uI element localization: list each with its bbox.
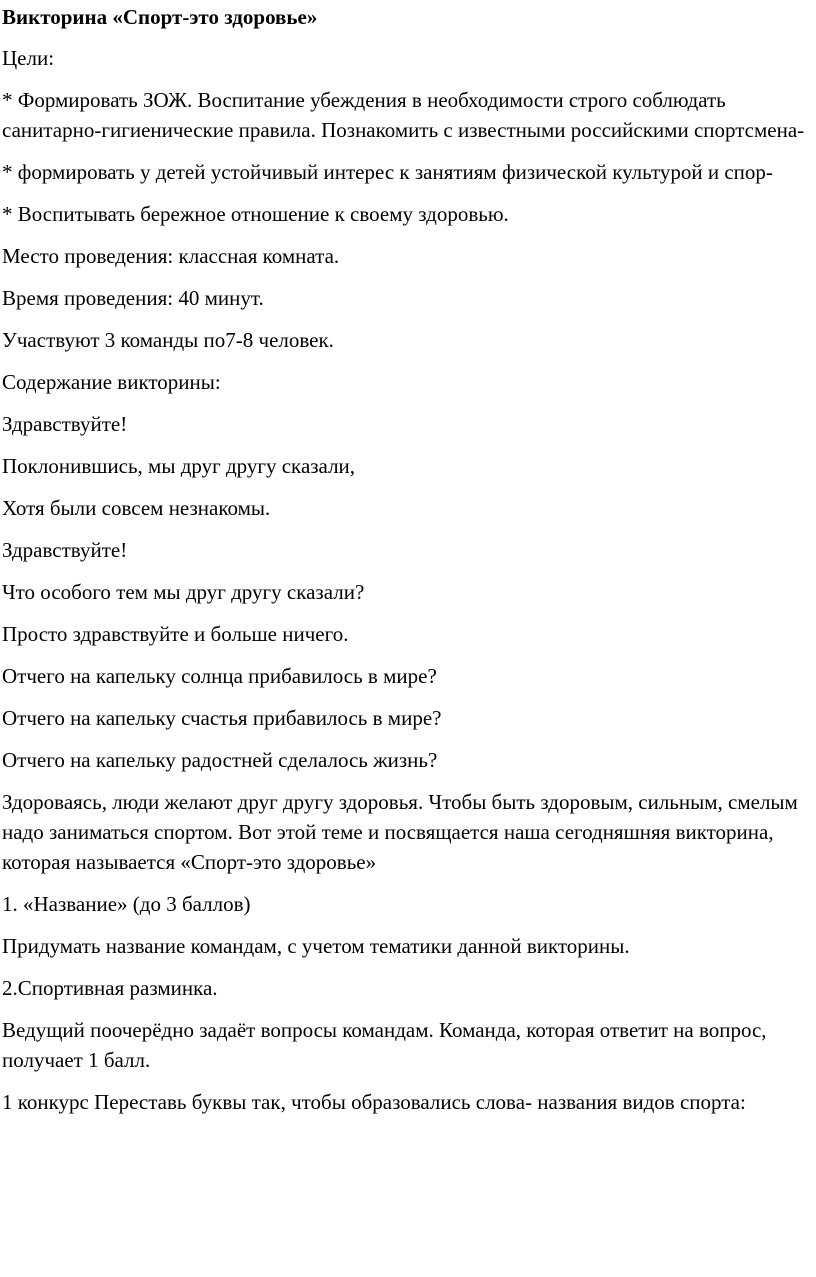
paragraph-goals-heading: Цели: [2, 46, 55, 70]
paragraph-duration: Время проведения: 40 минут. [2, 286, 264, 310]
paragraph-task-2-description: Ведущий поочерёдно задаёт вопросы командам. Команда, которая ответит на вопрос, получает 1 балл. [2, 1018, 767, 1072]
paragraph-poem-line: Отчего на капельку радостней сделалось жизнь? [2, 748, 438, 772]
paragraph-participants: Участвуют 3 команды по7-8 человек. [2, 328, 334, 352]
paragraph-task-2-heading: 2.Спортивная разминка. [2, 976, 218, 1000]
paragraph-goal-3: * Воспитывать бережное отношение к своему здоровью. [2, 202, 509, 226]
paragraph-poem-line: Поклонившись, мы друг другу сказали, [2, 454, 356, 478]
paragraph-poem-line: Здравствуйте! [2, 538, 128, 562]
paragraph-poem-line: Хотя были совсем незнакомы. [2, 496, 271, 520]
paragraph-poem-line: Отчего на капельку счастья прибавилось в мире? [2, 706, 442, 730]
paragraph-introduction: Здороваясь, люди желают друг другу здоровья. Чтобы быть здоровым, сильным, смелым надо заниматься спортом. Вот этой теме и посвящается наша сегодняшняя викторина, которая называется «Спорт-это здоровье» [2, 790, 798, 874]
document-title: Викторина «Спорт-это здоровье» [2, 5, 318, 29]
paragraph-poem-line: Отчего на капельку солнца прибавилось в мире? [2, 664, 437, 688]
paragraph-poem-line: Что особого тем мы друг другу сказали? [2, 580, 365, 604]
paragraph-poem-line: Просто здравствуйте и больше ничего. [2, 622, 349, 646]
paragraph-contents-heading: Содержание викторины: [2, 370, 221, 394]
paragraph-poem-line: Здравствуйте! [2, 412, 128, 436]
paragraph-task-1-description: Придумать название командам, с учетом тематики данной викторины. [2, 934, 630, 958]
paragraph-task-1-heading: 1. «Название» (до 3 баллов) [2, 892, 251, 916]
paragraph-goal-1: * Формировать ЗОЖ. Воспитание убеждения в необходимости строго соблюдать санитарно-гигиенические правила. Познакомить с известными российскими спортсмена- [2, 88, 805, 142]
paragraph-contest-1: 1 конкурс Переставь буквы так, чтобы образовались слова- названия видов спорта: [2, 1090, 746, 1114]
paragraph-goal-2: * формировать у детей устойчивый интерес к занятиям физической культурой и спор- [2, 160, 773, 184]
paragraph-venue: Место проведения: классная комната. [2, 244, 340, 268]
